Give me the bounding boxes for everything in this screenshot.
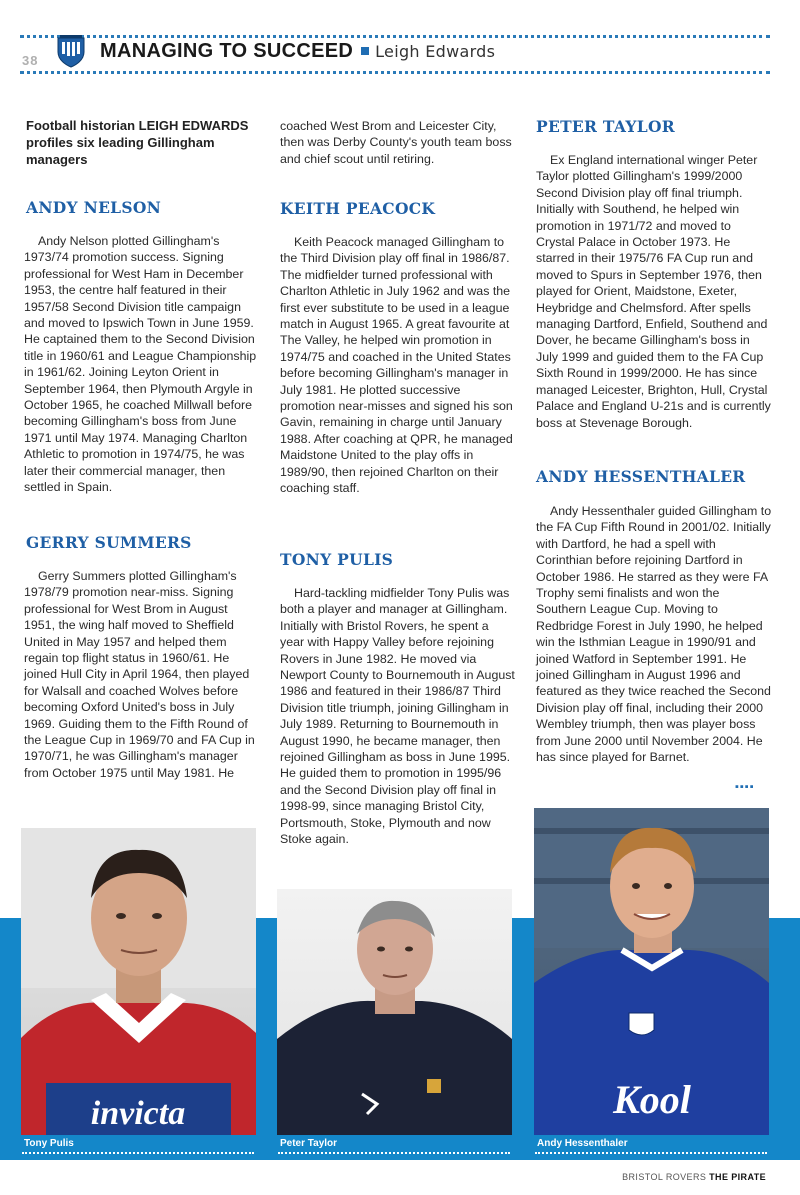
article-author: Leigh Edwards <box>375 42 496 61</box>
body-gerry-summers <box>24 568 262 781</box>
heading-tony-pulis: TONY PULIS <box>280 550 394 569</box>
photo-peter-taylor <box>277 889 512 1135</box>
body-tony-pulis <box>280 585 516 848</box>
heading-gerry-summers: GERRY SUMMERS <box>26 533 192 552</box>
photo-andy-hessenthaler <box>534 808 769 1135</box>
caption-andy-hessenthaler: Andy Hessenthaler <box>537 1138 628 1149</box>
caption-rule-peter-taylor <box>278 1152 510 1154</box>
article-title-bar <box>100 40 495 63</box>
pulis-shirt-sponsor: invicta <box>90 1095 186 1132</box>
body-keith-peacock <box>280 234 516 497</box>
caption-rule-tony-pulis <box>22 1152 254 1154</box>
article-end-mark: ▪▪▪▪ <box>735 781 755 793</box>
footer-publisher: BRISTOL ROVERS <box>622 1172 707 1182</box>
body-tony-pulis-text: Hard-tackling midfielder Tony Pulis was both a player and manager at Gillingham. Initially with Bristol Rovers, he spent a year with Happy Valley before rejoining Rovers in June 1982. He moved via Newport County to Bournemouth in August 1986 and featured in their 1986/87 Third Division title triumph, joining Gillingham in July 1989. Returning to Bournemouth in August 1990, he became manager, then rejoined Gillingham as boss in June 1995. He guided them to promotion in 1995/96 and the Second Division play off final in 1998-99, since managing Bristol City, Portsmouth, Stoke, Plymouth and now Stoke again. <box>280 586 515 847</box>
page-footer <box>622 1172 766 1182</box>
body-andy-hessenthaler-text: Andy Hessenthaler guided Gillingham to the FA Cup Fifth Round in 2001/02. Initially with Dartford, he had a spell with Corinthian before rejoining Dartford in October 1986. He starred as they were FA Trophy semi finalists and won the Southern League Cup. Moving to Redbridge Forest in July 1990, he helped win the Isthmian League in 1990/91 and joined Watford in September 1991. He joined Gillingham in August 1996 and featured as they twice reached the Second Division play off final, including their 2000 Wembley triumph, then was player boss from June 2000 until November 2004. He has since played for Barnet. <box>536 504 772 765</box>
caption-tony-pulis: Tony Pulis <box>24 1138 74 1149</box>
caption-peter-taylor: Peter Taylor <box>280 1138 338 1149</box>
footer-magazine: THE PIRATE <box>709 1172 766 1182</box>
body-peter-taylor <box>536 152 772 431</box>
peter-taylor-portrait-image <box>277 889 512 1135</box>
club-crest-icon <box>56 34 86 68</box>
hessenthaler-shirt-sponsor: Kool <box>613 1077 691 1122</box>
body-peter-taylor-text: Ex England international winger Peter Taylor plotted Gillingham's 1999/2000 Second Division play off final triumph. Initially with Southend, he helped win promotion in 1971/72 and moved to Crystal Palace in October 1973. He starred in their 1975/76 FA Cup run and moved to Spurs in September 1976, then played for Orient, Maidstone, Exeter, Heybridge and Chelmsford. After spells managing Dartford, Enfield, Southend and Dover, he became Gillingham's boss in July 1999 and guided them to the FA Cup Sixth Round in 1999/2000. He has since managed Leicester, Brighton, Hull, Crystal Palace and England U-21s and is currently boss at Stevenage Borough. <box>536 153 771 430</box>
header-top-rule <box>20 35 770 38</box>
header-bottom-rule <box>20 71 770 74</box>
caption-rule-andy-hessenthaler <box>535 1152 767 1154</box>
photo-tony-pulis <box>21 828 256 1135</box>
page-number: 38 <box>22 53 39 68</box>
heading-andy-nelson: ANDY NELSON <box>26 198 162 217</box>
heading-keith-peacock: KEITH PEACOCK <box>280 199 436 218</box>
andy-hessenthaler-portrait-image <box>534 808 769 1135</box>
body-keith-peacock-text: Keith Peacock managed Gillingham to the Third Division play off final in 1986/87. The midfielder turned professional with Charlton Athletic in July 1962 and was the first ever substitute to be used in a league match in August 1965. A great favourite at The Valley, he helped win promotion in 1974/75 and coached in the United States before becoming Gillingham's manager in July 1981. He plotted successive promotion near-misses and signed his son Gavin, remaining in charge until January 1988. After coaching at QPR, he managed Maidstone United to the play offs in 1989/90, then rejoined Charlton on their coaching staff. <box>280 235 513 496</box>
body-andy-hessenthaler <box>536 503 772 766</box>
body-andy-nelson <box>24 233 262 496</box>
article-standfirst: Football historian LEIGH EDWARDS profiles six leading Gillingham managers <box>26 118 249 167</box>
article-title: MANAGING TO SUCCEED <box>100 40 354 62</box>
body-andy-nelson-text: Andy Nelson plotted Gillingham's 1973/74 promotion success. Signing professional for West Ham in December 1953, the centre half featured in their 1957/58 Second Division title campaign and moved to Ipswich Town in June 1959. He captained them to the Second Division title in 1960/61 and League Championship in 1961/62. Joining Leyton Orient in September 1964, then Plymouth Argyle in October 1965, he coached Millwall before becoming Gillingham's boss from June 1971 until May 1974. Managing Charlton Athletic to promotion in 1974/75, he was later their commercial manager, then settled in Spain. <box>24 234 257 495</box>
tony-pulis-portrait-image <box>21 828 256 1135</box>
heading-peter-taylor: PETER TAYLOR <box>536 117 675 136</box>
title-separator-square <box>361 47 369 55</box>
body-gerry-summers-continued: coached West Brom and Leicester City, then was Derby County's youth team boss and chief scout until retiring. <box>280 119 512 166</box>
body-gerry-summers-text: Gerry Summers plotted Gillingham's 1978/79 promotion near-miss. Signing professional for West Brom in August 1951, the wing half moved to Sheffield United in May 1957 and helped them regain top flight status in 1960/61. He joined Hull City in April 1964, then played for Walsall and coached Wolves before becoming Oxford United's boss in July 1969. Guiding them to the Fifth Round of the League Cup in 1969/70 and FA Cup in 1970/71, he was Gillingham's manager from October 1975 until May 1981. He <box>24 569 255 780</box>
heading-andy-hessenthaler: ANDY HESSENTHALER <box>536 467 746 486</box>
